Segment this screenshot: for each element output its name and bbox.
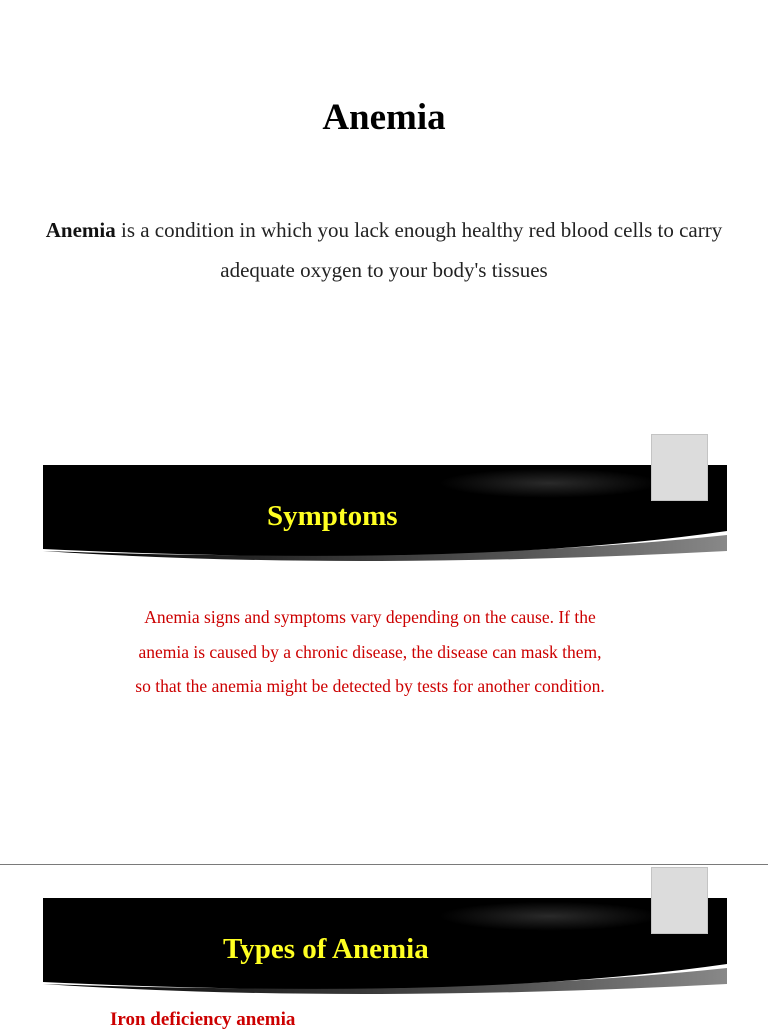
symptoms-banner <box>43 465 727 571</box>
definition-text: is a condition in which you lack enough healthy red blood cells to carry adequate oxygen to your body's tissues <box>115 218 723 282</box>
types-heading: Types of Anemia <box>223 933 429 965</box>
types-banner <box>43 898 727 1004</box>
types-list-item: Iron deficiency anemia <box>110 1009 296 1030</box>
symptoms-heading: Symptoms <box>267 500 398 532</box>
definition-paragraph <box>40 210 728 290</box>
placeholder-square <box>651 867 708 934</box>
page-title: Anemia <box>322 97 446 138</box>
definition-term: Anemia <box>45 218 116 242</box>
symptoms-body: Anemia signs and symptoms vary depending on the cause. If the anemia is caused by a chronic disease, the disease can mask them, so that the anemia might be detected by tests for another condition. <box>135 607 605 697</box>
placeholder-square <box>651 434 708 501</box>
slide-divider <box>0 864 768 865</box>
